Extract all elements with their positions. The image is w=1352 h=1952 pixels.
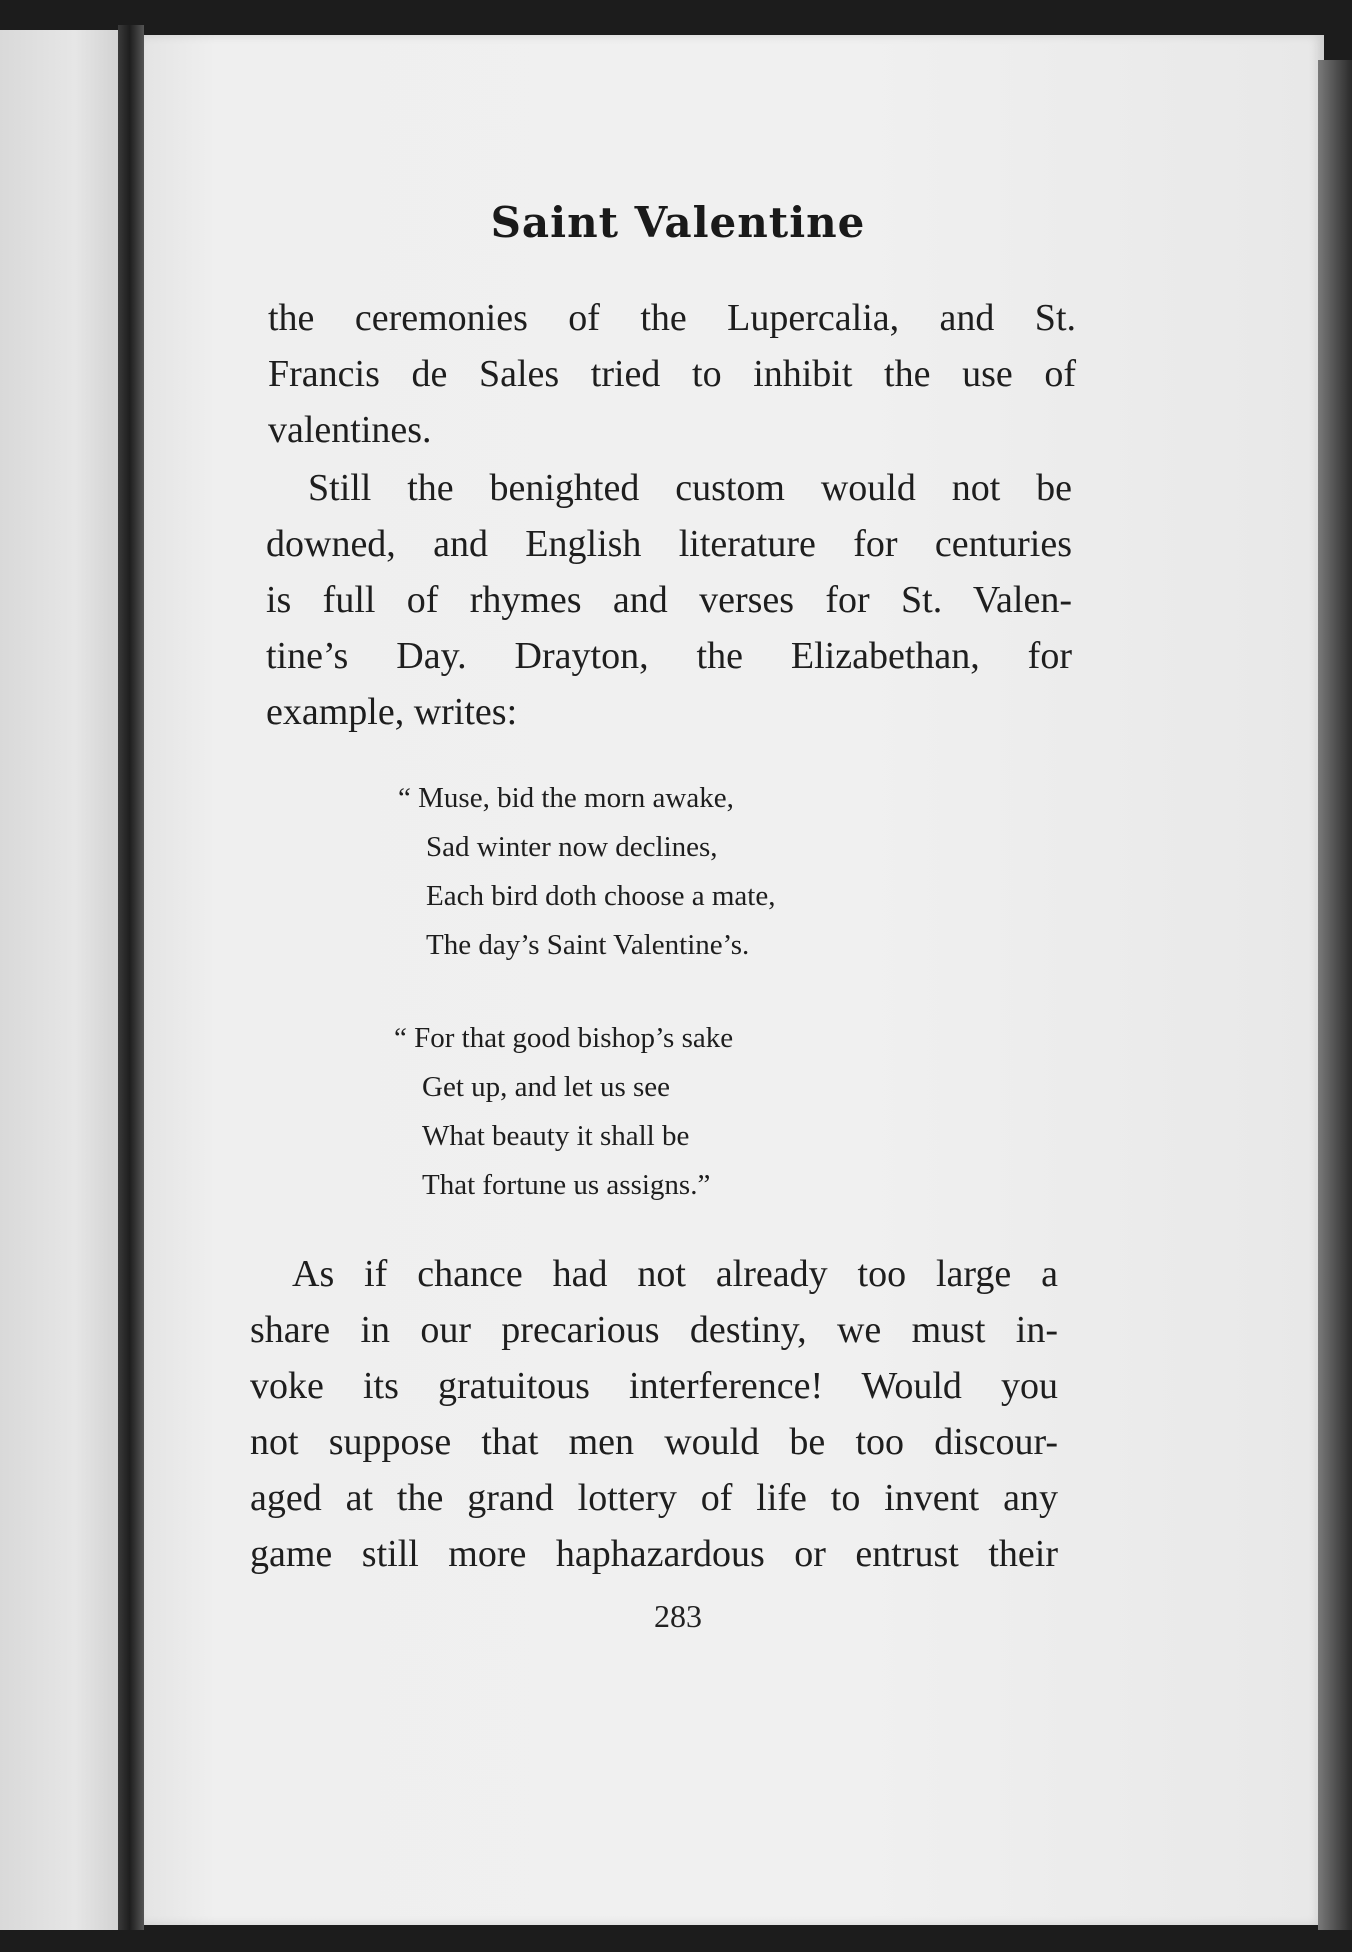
text-line: aged at the grand lottery of life to invent any <box>250 1477 1058 1519</box>
page-edge-shadow <box>1318 60 1352 1930</box>
facing-page-edge <box>0 30 125 1930</box>
text-line: share in our precarious destiny, we must in- <box>250 1309 1058 1351</box>
running-head: Saint Valentine <box>490 198 866 247</box>
poem-line: “ Muse, bid the morn awake, <box>398 782 734 814</box>
poem-line: Sad winter now declines, <box>426 831 718 863</box>
text-line: not suppose that men would be too discour- <box>250 1421 1058 1463</box>
book-gutter <box>118 25 144 1930</box>
poem-stanza-2 <box>394 1014 914 1210</box>
poem-line: Each bird doth choose a mate, <box>426 880 776 912</box>
paragraph-2 <box>266 460 1072 740</box>
poem-line: That fortune us assigns.” <box>422 1169 711 1201</box>
poem-line: Get up, and let us see <box>422 1071 671 1103</box>
text-line: the ceremonies of the Lupercalia, and St. <box>268 297 1076 339</box>
poem-line: “ For that good bishop’s sake <box>394 1022 734 1054</box>
poem-line: The day’s Saint Valentine’s. <box>426 929 750 961</box>
text-line: game still more haphazardous or entrust their <box>250 1533 1058 1575</box>
paragraph-1 <box>268 290 1076 458</box>
text-line: Francis de Sales tried to inhibit the use of <box>268 353 1076 395</box>
text-line: is full of rhymes and verses for St. Valen- <box>266 579 1072 621</box>
text-line: voke its gratuitous interference! Would you <box>250 1365 1058 1407</box>
text-line: valentines. <box>268 409 432 451</box>
text-line: downed, and English literature for centuries <box>266 523 1072 565</box>
page-number: 283 <box>654 1598 702 1634</box>
poem-stanza-1 <box>398 774 918 970</box>
poem-line: What beauty it shall be <box>422 1120 690 1152</box>
text-line: example, writes: <box>266 691 518 733</box>
text-line: tine’s Day. Drayton, the Elizabethan, for <box>266 635 1072 677</box>
paragraph-3 <box>250 1246 1058 1582</box>
text-line: Still the benighted custom would not be <box>308 467 1072 509</box>
text-line: As if chance had not already too large a <box>292 1253 1058 1295</box>
